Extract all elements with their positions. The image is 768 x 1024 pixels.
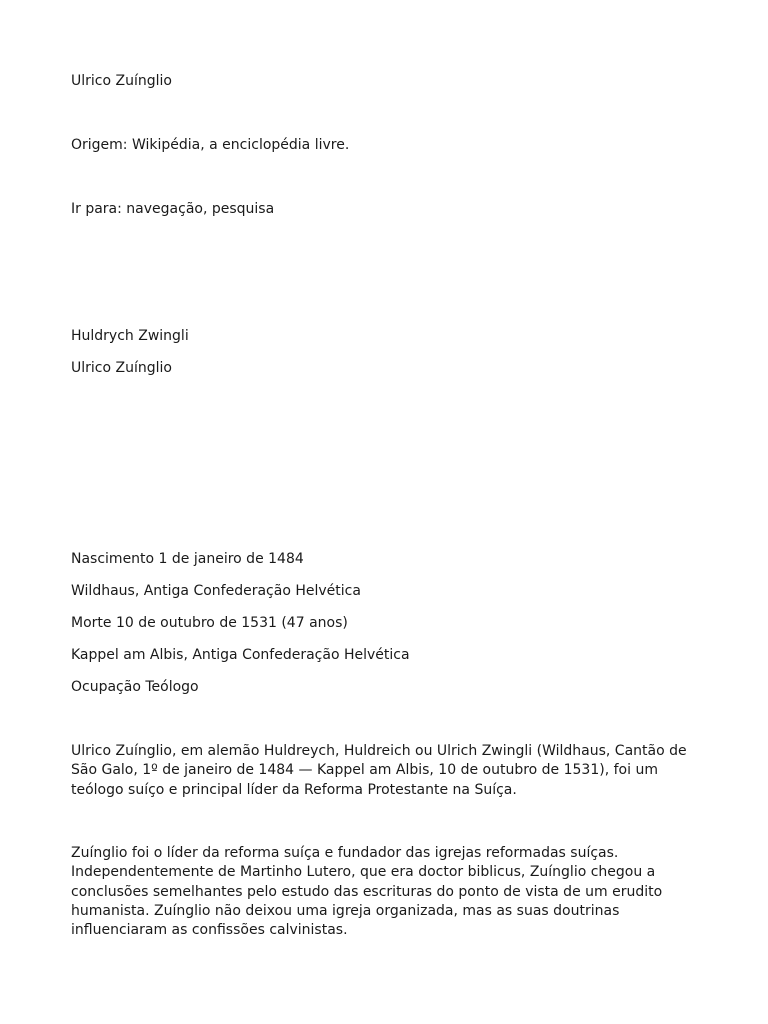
infobox-name: Ulrico Zuínglio <box>71 360 172 376</box>
infobox-birth-place: Wildhaus, Antiga Confederação Helvética <box>71 583 361 599</box>
jump-to-line: Ir para: navegação, pesquisa <box>71 201 275 217</box>
infobox-native-name: Huldrych Zwingli <box>71 328 189 344</box>
summary-paragraph: Zuínglio foi o líder da reforma suíça e fundador das igrejas reformadas suíças. Independentemente de Martinho Lutero, que era doctor biblicus, Zuínglio chegou a conclusões semelhantes pelo estudo das escrituras do ponto de vista de um erudito humanista. Zuínglio não deixou uma igreja organizada, mas as suas doutrinas influenciaram as confissões calvinistas. <box>71 845 663 939</box>
infobox-death: Morte 10 de outubro de 1531 (47 anos) <box>71 615 348 631</box>
infobox-death-place: Kappel am Albis, Antiga Confederação Helvética <box>71 647 410 663</box>
infobox-birth: Nascimento 1 de janeiro de 1484 <box>71 551 304 567</box>
infobox-occupation: Ocupação Teólogo <box>71 679 199 695</box>
source-line: Origem: Wikipédia, a enciclopédia livre. <box>71 137 350 153</box>
intro-paragraph: Ulrico Zuínglio, em alemão Huldreych, Huldreich ou Ulrich Zwingli (Wildhaus, Cantão de São Galo, 1º de janeiro de 1484 — Kappel am Albis, 10 de outubro de 1531), foi um teólogo suíço e principal líder da Reforma Protestante na Suíça. <box>71 743 687 798</box>
document-title: Ulrico Zuínglio <box>71 73 172 89</box>
